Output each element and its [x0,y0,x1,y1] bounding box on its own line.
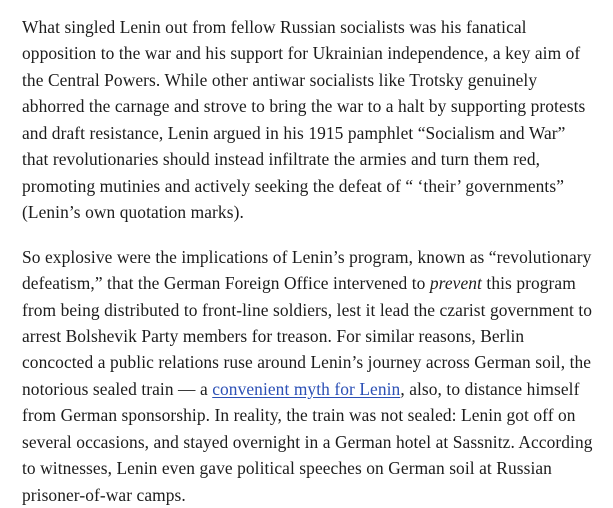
paragraph-revolutionary-defeatism [22,244,595,508]
paragraph-2-segment-2: this program from being distributed to front-line soldiers, lest it lead the czarist government to arrest Bolshevik Party members for treason. For similar reasons, Berlin concocted a public relations ruse around Lenin’s journey across German soil, the notorious sealed train — a [22,273,593,399]
paragraph-1-text: What singled Lenin out from fellow Russian socialists was his fanatical opposition to the war and his support for Ukrainian independence, a key aim of the Central Powers. While other antiwar socialists like Trotsky genuinely abhorred the carnage and strove to bring the war to a halt by supporting protests and draft resistance, Lenin argued in his 1915 pamphlet “Socialism and War” that revolutionaries should instead infiltrate the armies and turn them red, promoting mutinies and actively seeking the defeat of “ ‘their’ governments” (Lenin’s own quotation marks). [22,17,586,223]
paragraph-2-segment-1: So explosive were the implications of Lenin’s program, known as “revolutionary defeatism,” that the German Foreign Office intervened to [22,246,592,294]
paragraph-lenin-fanatical-opposition [22,14,595,226]
paragraph-2-segment-3: , also, to distance himself from German sponsorship. In reality, the train was not sealed: Lenin got off on several occasions, and stayed overnight in a German hotel at Sassnitz. According to witnesses, Lenin even gave political speeches on German soil at Russian prisoner-of-war camps. [22,378,593,505]
link-convenient-myth-for-lenin[interactable]: convenient myth for Lenin [212,378,401,399]
emphasis-prevent: prevent [429,273,482,294]
